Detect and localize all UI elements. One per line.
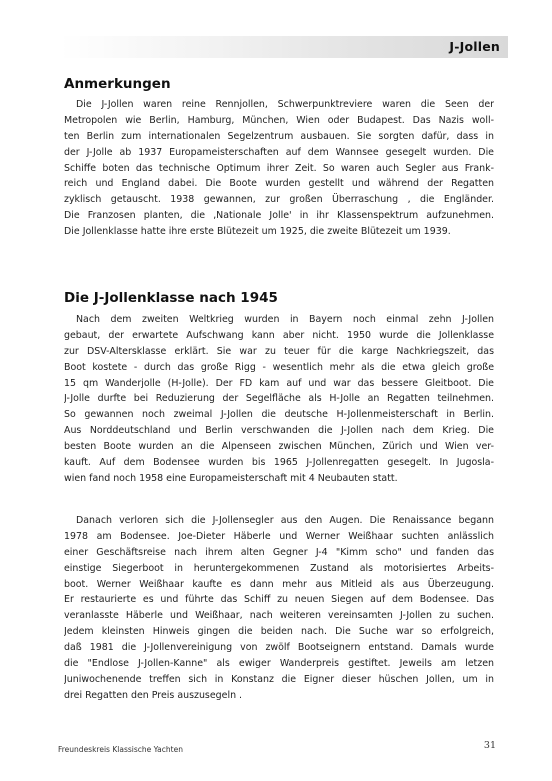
text-line: 1978 am Bodensee. Joe-Dieter Häberle und Werner Weißhaar suchten anlässlich <box>64 530 494 542</box>
text-line: Schiffe boten das technische Optimum ihrer Zeit. So waren auch Segler aus Frank- <box>64 162 494 174</box>
paragraph-nach-1945-1 <box>64 312 494 487</box>
text-line: gebaut, der erwartete Aufschwang kann aber nicht. 1950 wurde die Jollenklasse <box>64 329 494 341</box>
text-line: Danach verloren sich die J-Jollensegler aus den Augen. Die Renaissance begann <box>76 515 494 526</box>
text-line: kauft. Auf dem Bodensee wurden bis 1965 J-Jollenregatten gesegelt. In Jugosla- <box>64 457 494 469</box>
text-line: daß 1981 die J-Jollenvereinigung von zwölf Bootseignern entstand. Damals wurde <box>64 642 494 654</box>
text-line: Aus Norddeutschland und Berlin verschwanden die J-Jollen nach dem Krieg. Die <box>64 425 494 437</box>
text-line: Die Jollenklasse hatte ihre erste Blütezeit um 1925, die zweite Blütezeit um 1939. <box>64 226 451 238</box>
paragraph-anmerkungen <box>64 97 494 240</box>
text-line: Jedem kleinsten Hinweis gingen die beiden nach. Die Suche war so erfolgreich, <box>64 626 494 638</box>
text-line: Juniwochenende treffen sich in Konstanz die Eigner dieser hüschen Jollen, um in <box>64 673 494 685</box>
text-line: 15 qm Wanderjolle (H-Jolle). Der FD kam auf und war das bessere Gleitboot. Die <box>64 377 494 389</box>
text-line: J-Jolle durfte bei Reduzierung der Segelfläche als H-Jolle an Regatten teilnehmen. <box>64 393 494 405</box>
text-line: Die J-Jollen waren reine Rennjollen, Schwerpunktreviere waren die Seen der <box>76 99 494 110</box>
text-line: drei Regatten den Preis auszusegeln . <box>64 689 243 701</box>
text-line: die "Endlose J-Jollen-Kanne" als ewiger Wanderpreis gestiftet. Jeweils am letzen <box>64 658 494 670</box>
text-line: einer Geschäftsreise nach ihrem alten Gegner J-4 "Kimm scho" und fanden das <box>64 546 494 558</box>
text-line: Boot kostete - durch das große Rigg - wesentlich mehr als die etwa gleich große <box>64 361 494 373</box>
text-line: ten Berlin zum internationalen Segelzentrum ausbauen. Sie sorgten dafür, dass in <box>64 130 494 142</box>
section-title-anmerkungen: Anmerkungen <box>64 76 171 92</box>
section-title-nach-1945: Die J-Jollenklasse nach 1945 <box>64 290 278 306</box>
running-header-title: J-Jollen <box>449 39 500 54</box>
text-line: Metropolen wie Berlin, Hamburg, München, Wien oder Budapest. Das Nazis woll- <box>64 114 494 126</box>
text-line: reich und England dabei. Die Boote wurden gestellt und während der Regatten <box>64 178 494 190</box>
text-line: wien fand noch 1958 eine Europameisterschaft mit 4 Neubauten statt. <box>64 472 398 484</box>
text-line: So gewannen noch zweimal J-Jollen die deutsche H-Jollenmeisterschaft in Berlin. <box>64 409 494 421</box>
text-line: der J-Jolle ab 1937 Europameisterschaften auf dem Wannsee gesegelt wurden. Die <box>64 146 494 158</box>
text-line: Er restaurierte es und führte das Schiff zu neuen Siegen auf dem Bodensee. Das <box>64 594 494 606</box>
paragraph-nach-1945-2 <box>64 513 494 704</box>
text-line: Die Franzosen planten, die ‚Nationale Jolle' in ihr Klassenspektrum aufzunehmen. <box>64 210 494 222</box>
footer-publisher: Freundeskreis Klassische Yachten <box>58 745 183 754</box>
page-number: 31 <box>483 740 496 751</box>
text-line: Nach dem zweiten Weltkrieg wurden in Bayern noch einmal zehn J-Jollen <box>76 314 494 325</box>
text-line: einstige Siegerboot in heruntergekommenen Zustand als motorisiertes Arbeits- <box>64 562 494 574</box>
text-line: zur DSV-Altersklasse erklärt. Sie war zu teuer für die karge Nachkriegszeit, das <box>64 345 494 357</box>
header-band <box>60 36 508 58</box>
text-line: besten Boote wurden an die Alpenseen zwischen München, Zürich und Wien ver- <box>64 441 494 453</box>
text-line: boot. Werner Weißhaar kaufte es dann mehr aus Mitleid als aus Überzeugung. <box>64 578 494 590</box>
text-line: veranlasste Häberle und Weißhaar, nach weiteren vereinsamten J-Jollen zu suchen. <box>64 610 494 622</box>
text-line: zyklisch getauscht. 1938 gewannen, zur großen Überraschung , die Engländer. <box>64 194 494 206</box>
